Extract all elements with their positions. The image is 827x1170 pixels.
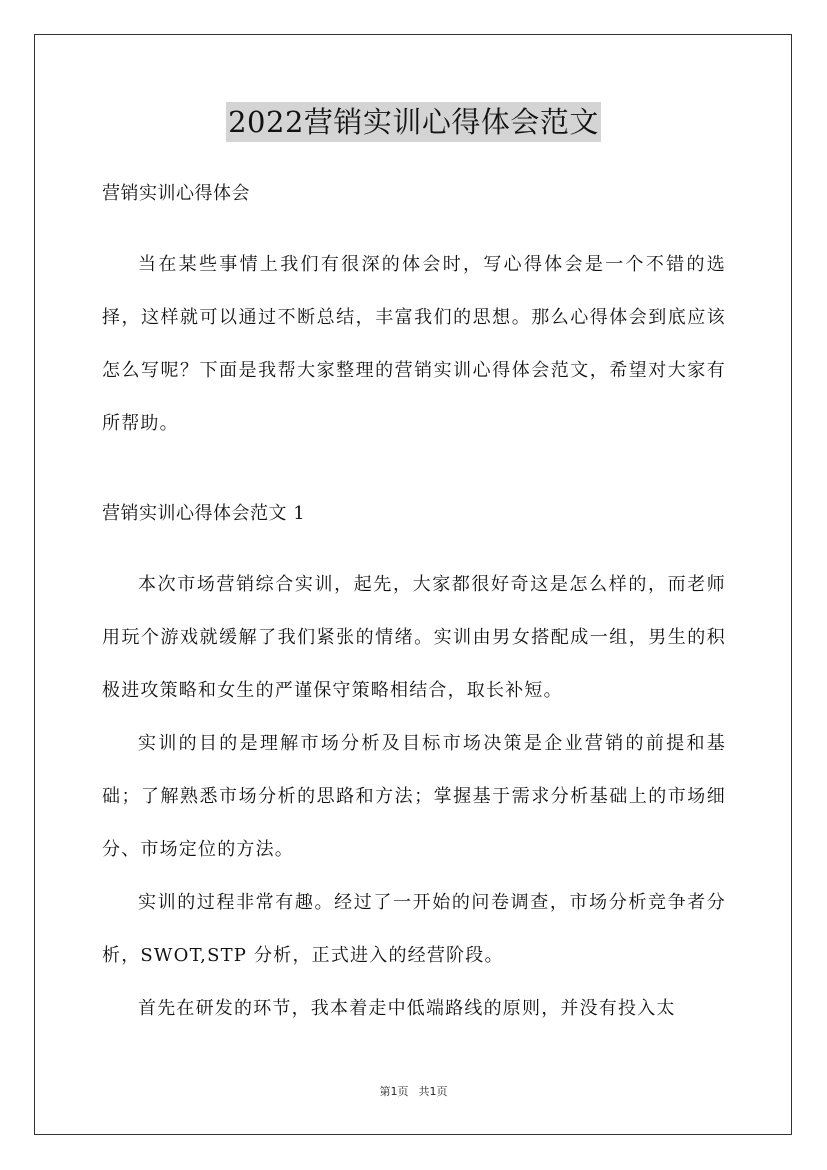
- document-body: [102, 170, 726, 1035]
- paragraph: 首先在研发的环节，我本着走中低端路线的原则，并没有投入太: [138, 998, 676, 1019]
- paragraph: 实训的过程非常有趣。经过了一开始的问卷调查，市场分析竞争者分析，SWOT,STP 分析，正式进入的经营阶段。: [102, 892, 726, 966]
- page-total: 共1页: [418, 1085, 448, 1098]
- paragraph: 实训的目的是理解市场分析及目标市场决策是企业营销的前提和基础；了解熟悉市场分析的思路和方法；掌握基于需求分析基础上的市场细分、市场定位的方法。: [102, 733, 726, 860]
- paragraph: 本次市场营销综合实训，起先，大家都很好奇这是怎么样的，而老师用玩个游戏就缓解了我们紧张的情绪。实训由男女搭配成一组，男生的积极进攻策略和女生的严谨保守策略相结合，取长补短。: [102, 574, 726, 701]
- section-heading: 营销实训心得体会: [102, 183, 250, 204]
- paragraph: 当在某些事情上我们有很深的体会时，写心得体会是一个不错的选择，这样就可以通过不断总结，丰富我们的思想。那么心得体会到底应该怎么写呢？下面是我帮大家整理的营销实训心得体会范文，希望对大家有所帮助。: [102, 254, 726, 434]
- section-heading: 营销实训心得体会范文 1: [102, 503, 306, 524]
- document-title: 2022营销实训心得体会范文: [226, 102, 601, 142]
- page-footer: [0, 1083, 827, 1099]
- page-number: 第1页: [379, 1085, 409, 1098]
- section-spacer: [102, 450, 726, 490]
- document-title-wrap: [0, 102, 827, 142]
- heading-gap: [102, 218, 726, 238]
- heading-gap: [102, 538, 726, 558]
